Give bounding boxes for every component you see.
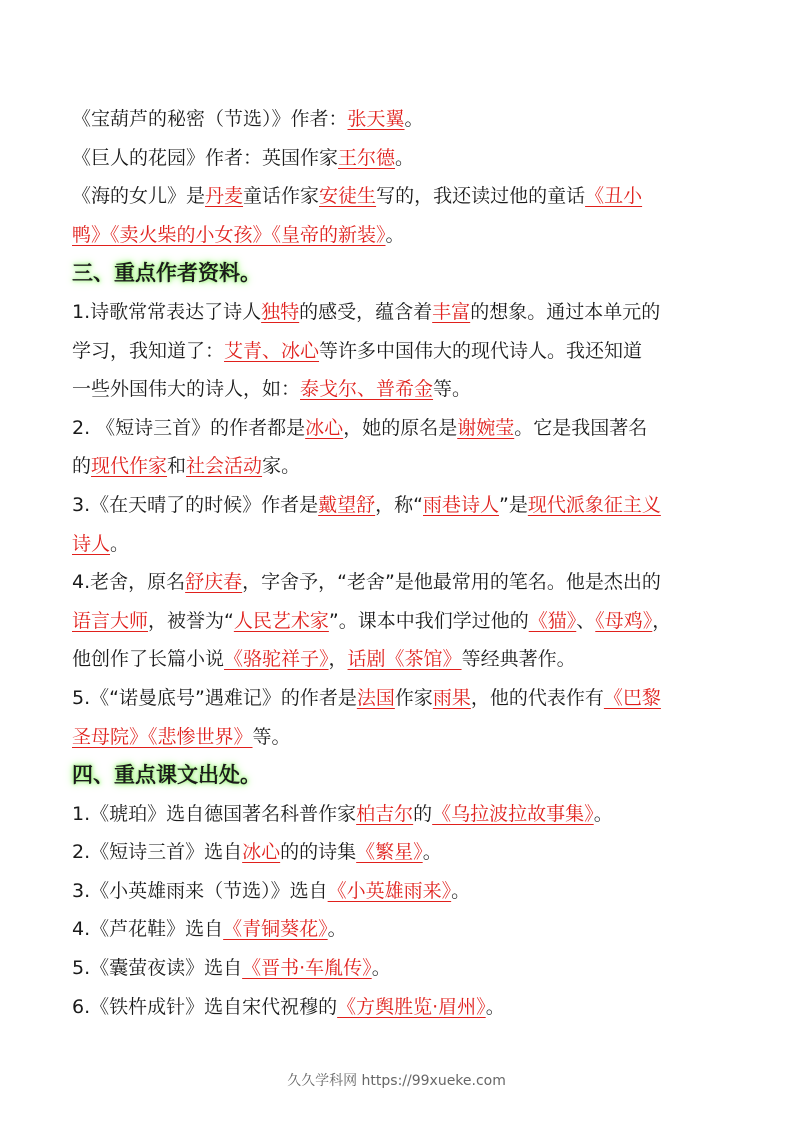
body-text: 家。 bbox=[262, 455, 301, 478]
body-text: 三、重点作者资料。 bbox=[72, 261, 261, 286]
answer-text: 《骆驼祥子》 bbox=[224, 648, 329, 671]
text-line bbox=[72, 563, 722, 602]
answer-text: 雨果 bbox=[432, 686, 471, 709]
section-heading-text bbox=[68, 254, 265, 293]
answer-text: 社会活动 bbox=[186, 455, 263, 478]
document-body bbox=[72, 100, 722, 1026]
text-line bbox=[72, 679, 722, 718]
answer-text: 鸭》《卖火柴的小女孩》《皇帝的新装》 bbox=[72, 223, 386, 246]
body-text: 4.老舍，原名 bbox=[72, 571, 186, 594]
text-line bbox=[72, 409, 722, 448]
body-text: ”。课本中我们学过他的 bbox=[328, 609, 529, 632]
body-text: 等。 bbox=[252, 725, 291, 748]
body-text: 《宝葫芦的秘密（节选）》作者： bbox=[72, 108, 348, 130]
answer-text: 圣母院》《悲惨世界》 bbox=[72, 725, 253, 748]
body-text: 1.《琥珀》选自德国著名科普作家 bbox=[72, 802, 357, 825]
body-text: ，她的原名是 bbox=[343, 416, 458, 439]
body-text: 6.《铁杵成针》选自宋代祝穆的 bbox=[72, 995, 338, 1018]
answer-text: 丰富 bbox=[432, 300, 471, 323]
body-text: 的 bbox=[413, 802, 433, 825]
text-line bbox=[72, 988, 722, 1027]
answer-text: 诗人 bbox=[72, 532, 111, 555]
text-line bbox=[72, 833, 722, 872]
body-text: 、 bbox=[576, 609, 596, 632]
answer-text: 张天翼 bbox=[347, 108, 405, 130]
answer-text: 《青铜葵花》 bbox=[223, 918, 328, 941]
body-text: ， bbox=[652, 609, 672, 632]
answer-text: 《猫》 bbox=[528, 609, 577, 632]
answer-text: 雨巷诗人 bbox=[423, 493, 500, 516]
section-heading-text bbox=[68, 756, 265, 795]
body-text: 写的，我还读过他的童话 bbox=[376, 185, 586, 208]
text-line bbox=[72, 139, 722, 178]
text-line bbox=[72, 640, 722, 679]
answer-text: 《母鸡》 bbox=[595, 609, 653, 632]
body-text: 四、重点课文出处。 bbox=[72, 763, 261, 788]
answer-text: 艾青、冰心 bbox=[224, 339, 320, 362]
body-text: 《海的女儿》是 bbox=[72, 185, 206, 208]
text-line bbox=[72, 370, 722, 409]
text-line bbox=[72, 525, 722, 564]
body-text: 等经典著作。 bbox=[461, 648, 576, 671]
body-text: 和 bbox=[167, 455, 187, 478]
text-line bbox=[72, 795, 722, 834]
answer-text: 《巴黎 bbox=[603, 686, 661, 709]
answer-text: 独特 bbox=[261, 300, 300, 323]
text-line bbox=[72, 216, 722, 255]
text-line bbox=[72, 486, 722, 525]
body-text: 5.《囊萤夜读》选自 bbox=[72, 957, 243, 980]
body-text: 童话作家 bbox=[243, 185, 320, 208]
body-text: 的的诗集 bbox=[280, 841, 357, 864]
text-line bbox=[72, 910, 722, 949]
answer-text: 现代作家 bbox=[91, 455, 168, 478]
answer-text: 《繁星》 bbox=[356, 841, 423, 864]
answer-text: 《小英雄雨来》 bbox=[327, 879, 452, 902]
body-text: 3.《在天晴了的时候》作者是 bbox=[72, 493, 319, 516]
answer-text: 泰戈尔、普希金 bbox=[300, 378, 434, 401]
answer-text: 人民艺术家 bbox=[233, 609, 329, 632]
text-line bbox=[72, 293, 722, 332]
answer-text: 谢婉莹 bbox=[457, 416, 515, 439]
body-text: ，他的代表作有 bbox=[470, 686, 604, 709]
text-line bbox=[72, 872, 722, 911]
body-text: 。 bbox=[485, 995, 505, 1018]
body-text: 的想象。通过本单元的 bbox=[470, 300, 661, 323]
body-text: 。 bbox=[451, 879, 471, 902]
body-text: 。 bbox=[395, 146, 415, 169]
answer-text: 《晋书·车胤传》 bbox=[242, 957, 372, 980]
body-text: 。 bbox=[110, 532, 130, 555]
body-text: 一些外国伟大的诗人，如： bbox=[72, 378, 301, 401]
answer-text: 冰心 bbox=[242, 841, 281, 864]
answer-text: 冰心 bbox=[305, 416, 344, 439]
body-text: 等许多中国伟大的现代诗人。我还知道 bbox=[319, 339, 643, 362]
body-text: 的感受，蕴含着 bbox=[299, 300, 433, 323]
footer-watermark: 久久学科网 https://99xueke.com bbox=[287, 1073, 506, 1089]
body-text: ， bbox=[328, 648, 348, 671]
body-text: 等。 bbox=[433, 378, 472, 401]
answer-text: 柏吉尔 bbox=[356, 802, 414, 825]
body-text: 。 bbox=[593, 802, 613, 825]
body-text: 2. 《短诗三首》的作者都是 bbox=[72, 416, 306, 439]
body-text: 。它是我国著名 bbox=[514, 416, 648, 439]
body-text: ”是 bbox=[499, 493, 528, 516]
body-text: 4.《芦花鞋》选自 bbox=[72, 918, 224, 941]
answer-text: 话剧《茶馆》 bbox=[347, 648, 462, 671]
text-line bbox=[72, 949, 722, 988]
body-text: 。 bbox=[422, 841, 442, 864]
text-line bbox=[72, 332, 722, 371]
answer-text: 《乌拉波拉故事集》 bbox=[432, 802, 594, 825]
answer-text: 安徒生 bbox=[319, 185, 377, 208]
body-text: 。 bbox=[385, 223, 405, 246]
body-text: 的 bbox=[72, 455, 92, 478]
text-line bbox=[72, 177, 722, 216]
section-heading bbox=[72, 756, 722, 795]
text-line bbox=[72, 447, 722, 486]
answer-text: 舒庆春 bbox=[185, 571, 243, 594]
text-line bbox=[72, 602, 722, 641]
answer-text: 王尔德 bbox=[338, 146, 396, 169]
body-text: 1.诗歌常常表达了诗人 bbox=[72, 300, 262, 323]
body-text: 。 bbox=[404, 108, 424, 130]
answer-text: 戴望舒 bbox=[318, 493, 376, 516]
answer-text: 《方舆胜览·眉州》 bbox=[337, 995, 486, 1018]
answer-text: 丹麦 bbox=[205, 185, 244, 208]
text-line bbox=[72, 100, 722, 139]
body-text: ，被誉为“ bbox=[148, 609, 234, 632]
answer-text: 语言大师 bbox=[72, 609, 149, 632]
answer-text: 现代派象征主义 bbox=[527, 493, 661, 516]
text-line bbox=[72, 718, 722, 757]
body-text: 。 bbox=[371, 957, 391, 980]
answer-text: 《丑小 bbox=[585, 185, 643, 208]
body-text: ，称“ bbox=[375, 493, 423, 516]
body-text: 他创作了长篇小说 bbox=[72, 648, 225, 671]
body-text: 5.《“诺曼底号”遇难记》的作者是 bbox=[72, 686, 357, 709]
body-text: 。 bbox=[327, 918, 347, 941]
body-text: 3.《小英雄雨来（节选）》选自 bbox=[72, 879, 328, 902]
body-text: 2.《短诗三首》选自 bbox=[72, 841, 243, 864]
body-text: ，字舍予，“老舍”是他最常用的笔名。他是杰出的 bbox=[242, 571, 661, 594]
body-text: 《巨人的花园》作者：英国作家 bbox=[72, 146, 339, 169]
section-heading bbox=[72, 254, 722, 293]
body-text: 作家 bbox=[394, 686, 433, 709]
body-text: 学习，我知道了： bbox=[72, 339, 225, 362]
answer-text: 法国 bbox=[356, 686, 395, 709]
